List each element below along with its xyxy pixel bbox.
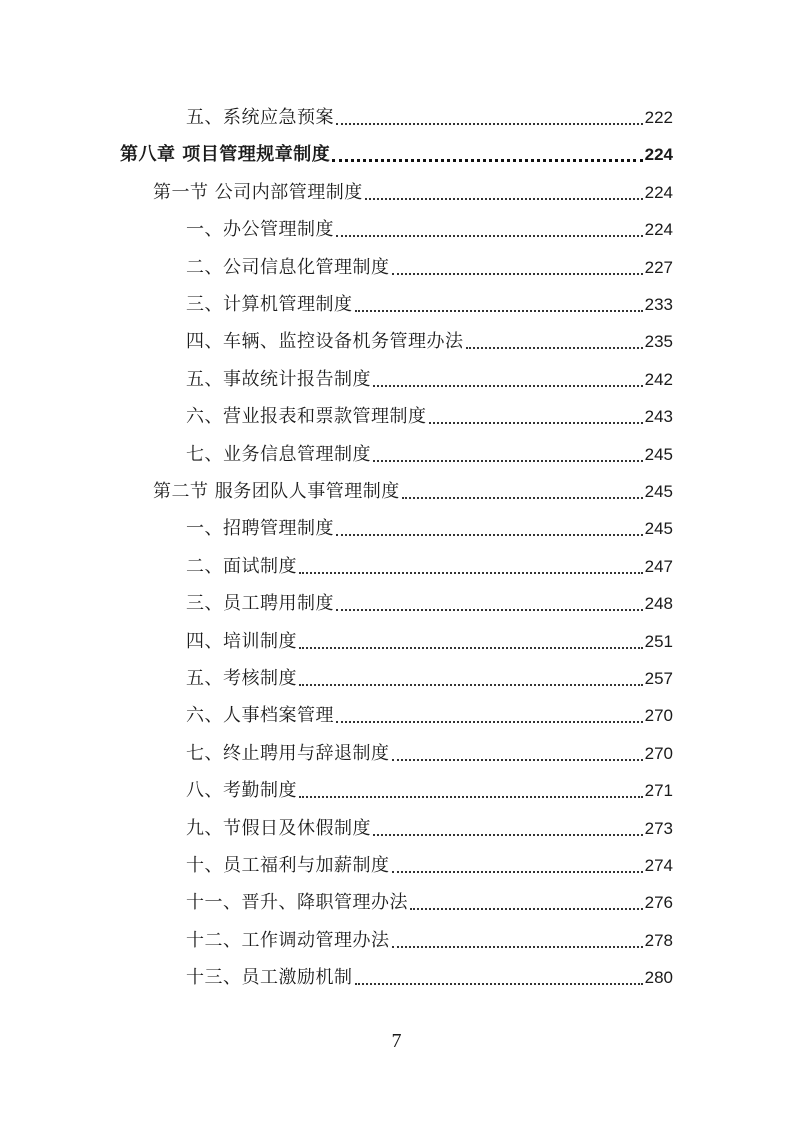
toc-entry[interactable] [186,99,673,129]
toc-entry-page: 251 [644,631,673,651]
page-number: 7 [391,1030,402,1052]
toc-entry-page: 270 [644,743,673,763]
toc-dot-leader [299,796,643,798]
toc-entry-page: 224 [644,182,673,202]
toc-dot-leader [373,385,643,387]
toc-entry-title: 十二、工作调动管理办法 [186,929,390,951]
toc-entry-page: 273 [644,818,673,838]
toc-entry[interactable] [186,810,673,840]
toc-entry-page: 276 [644,893,673,913]
toc-dot-leader [332,159,642,162]
toc-entry-page: 257 [644,669,673,688]
toc-entry[interactable] [153,174,673,204]
toc-dot-leader [402,497,643,499]
toc-dot-leader [336,609,643,611]
toc-entry[interactable] [186,436,673,466]
toc-dot-leader [299,647,643,649]
toc-dot-leader [365,198,643,200]
toc-entry-title: 七、业务信息管理制度 [186,443,371,465]
toc-entry-page: 271 [644,781,673,801]
toc-entry-title: 六、营业报表和票款管理制度 [186,406,427,428]
toc-entry-title: 八、考勤制度 [186,780,297,802]
toc-entry[interactable] [186,361,673,391]
toc-entry[interactable] [186,847,673,877]
toc-entry-title: 一、办公管理制度 [186,219,334,241]
toc-entry[interactable] [186,697,673,727]
toc-entry-title: 九、节假日及休假制度 [186,817,371,839]
toc-entry-page: 278 [644,930,673,950]
toc-entry-title: 六、人事档案管理 [186,705,334,727]
toc-dot-leader [355,310,643,312]
toc-entry-page: 280 [644,968,673,988]
toc-dot-leader [466,347,643,349]
toc-entry-title: 十、员工福利与加薪制度 [186,855,390,876]
toc-dot-leader [336,534,643,536]
toc-entry[interactable] [186,623,673,653]
toc-entry-title: 四、培训制度 [186,630,297,652]
toc-entry-page: 245 [644,482,673,501]
toc-entry[interactable] [186,884,673,914]
toc-entry[interactable] [153,473,673,503]
toc-entry-page: 274 [644,856,673,875]
toc-dot-leader [373,834,643,836]
toc-dot-leader [392,871,643,873]
toc-entry-title: 四、车辆、监控设备机务管理办法 [186,331,464,353]
toc-entry-page: 243 [644,407,673,427]
toc-dot-leader [429,422,643,424]
toc-entry-page: 245 [644,519,673,539]
toc-entry-title: 十一、晋升、降职管理办法 [186,892,408,914]
toc-entry[interactable] [186,286,673,316]
toc-entry-page: 245 [644,444,673,464]
toc-entry[interactable] [186,548,673,578]
toc-entry-page: 222 [644,108,673,127]
toc-entry[interactable] [186,772,673,802]
toc-entry-page: 233 [644,295,673,314]
toc-dot-leader [410,908,643,910]
toc-dot-leader [336,235,643,237]
toc-entry[interactable] [186,398,673,428]
toc-entry[interactable] [120,136,673,166]
toc-dot-leader [373,460,643,462]
toc-entry[interactable] [186,585,673,615]
toc-entry-title: 第一节 公司内部管理制度 [153,181,363,203]
toc-entry-page: 235 [644,332,673,352]
toc-dot-leader [392,946,643,948]
toc-dot-leader [299,572,643,574]
toc-entry-title: 五、系统应急预案 [186,107,334,128]
toc-dot-leader [336,123,643,125]
toc-entry[interactable] [186,323,673,353]
toc-entry-page: 247 [644,556,673,576]
toc-dot-leader [355,983,643,985]
toc-entry-title: 二、面试制度 [186,555,297,577]
toc-dot-leader [299,684,643,686]
toc-entry-page: 270 [644,706,673,726]
toc-entry-title: 三、员工聘用制度 [186,593,334,615]
toc-dot-leader [392,759,643,761]
toc-entry[interactable] [186,510,673,540]
toc-entry-title: 三、计算机管理制度 [186,294,353,315]
toc-dot-leader [392,273,643,275]
toc-entry-title: 第二节 服务团队人事管理制度 [153,481,400,502]
toc-entry-page: 227 [644,257,673,277]
toc-entry-page: 224 [644,145,673,165]
toc-entry-title: 第八章 项目管理规章制度 [120,144,331,166]
toc-entry-title: 五、事故统计报告制度 [186,368,371,390]
toc-entry-title: 一、招聘管理制度 [186,518,334,540]
toc-entry[interactable] [186,249,673,279]
toc-entry-page: 242 [644,369,673,389]
toc-entry[interactable] [186,959,673,989]
toc-entry[interactable] [186,735,673,765]
toc-entry[interactable] [186,211,673,241]
toc-entry-title: 二、公司信息化管理制度 [186,256,390,278]
toc-entry-page: 224 [644,220,673,240]
toc-entry-page: 248 [644,594,673,614]
toc-entry[interactable] [186,922,673,952]
toc-entry-title: 五、考核制度 [186,668,297,689]
toc-dot-leader [336,721,643,723]
toc-entry-title: 七、终止聘用与辞退制度 [186,742,390,764]
toc-entry-title: 十三、员工激励机制 [186,967,353,989]
toc-entry[interactable] [186,660,673,690]
